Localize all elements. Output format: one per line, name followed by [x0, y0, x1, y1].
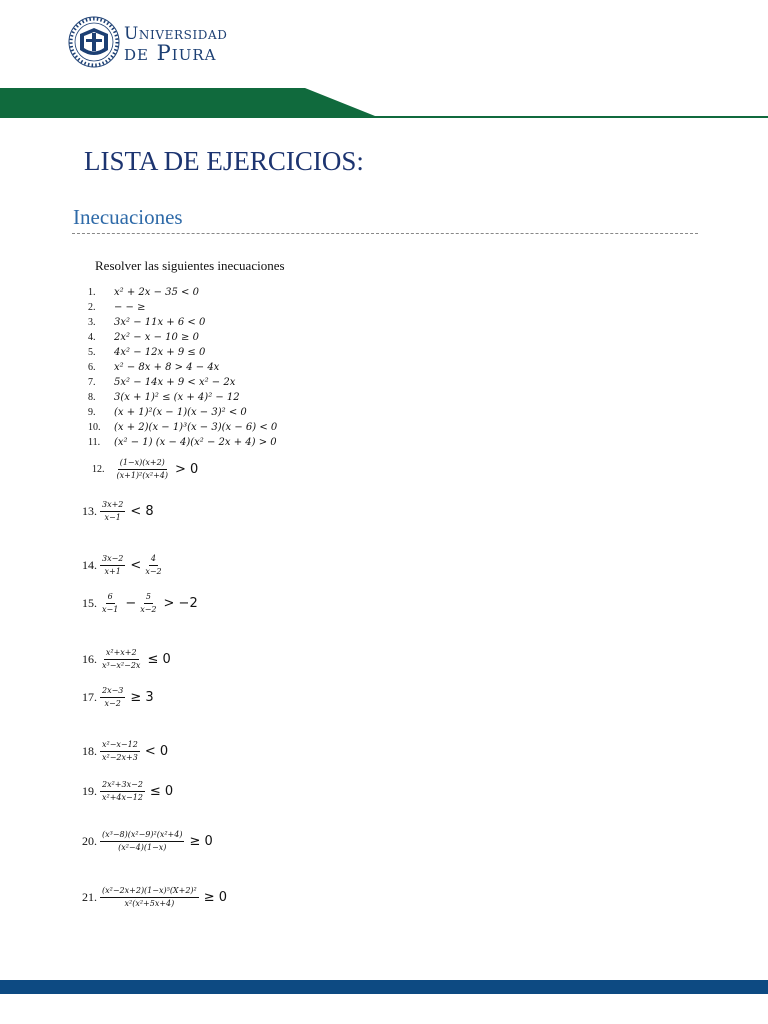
fraction — [100, 592, 120, 615]
operator: − — [125, 596, 137, 611]
university-seal-logo — [68, 14, 120, 74]
fraction — [100, 780, 145, 803]
exercise-11 — [88, 435, 277, 450]
exercise-expression: 4x² − 12x + 9 ≤ 0 — [114, 347, 206, 358]
exercise-number: 13. — [82, 504, 97, 518]
relation: ≤ 0 — [147, 652, 171, 667]
exercise-number: 21. — [82, 890, 97, 904]
fraction-denominator: x−2 — [140, 605, 157, 614]
relation: ≥ 3 — [130, 690, 154, 705]
relation: ≥ 0 — [189, 834, 213, 849]
fraction-denominator: x²(x²+5x+4) — [124, 899, 175, 908]
fraction — [100, 500, 125, 523]
exercise-9 — [88, 405, 277, 420]
exercise-number: 10. — [88, 422, 101, 433]
exercise-2 — [88, 300, 277, 315]
exercise-expression: − − ≥ — [114, 302, 146, 313]
exercise-number: 20. — [82, 834, 97, 848]
exercise-16 — [82, 648, 171, 671]
exercise-expression: 2x² − x − 10 ≥ 0 — [114, 332, 199, 343]
exercise-expression: (x² − 1) (x − 4)(x² − 2x + 4) > 0 — [114, 437, 277, 448]
exercise-number: 14. — [82, 558, 97, 572]
fraction-numerator: 6 — [106, 592, 115, 604]
fraction — [115, 458, 171, 481]
exercise-10 — [88, 420, 277, 435]
relation: > −2 — [163, 596, 198, 611]
instruction-text: Resolver las siguientes inecuaciones — [95, 258, 285, 273]
exercise-number: 11. — [88, 437, 101, 448]
section-divider — [72, 233, 698, 234]
fraction — [100, 648, 142, 671]
fraction-denominator: x−1 — [104, 513, 121, 522]
header-green-band — [0, 88, 380, 118]
exercise-list — [88, 285, 277, 450]
exercise-12 — [92, 458, 198, 481]
exercise-expression: 5x² − 14x + 9 < x² − 2x — [114, 377, 236, 388]
exercise-number: 9. — [88, 407, 96, 418]
university-name — [124, 24, 228, 65]
fraction — [138, 592, 158, 615]
fraction-numerator: (1−x)(x+2) — [118, 458, 167, 470]
exercise-number: 3. — [88, 317, 96, 328]
exercise-19 — [82, 780, 173, 803]
exercise-expression: x² + 2x − 35 < 0 — [114, 287, 199, 298]
fraction-denominator: x³−x²−2x — [102, 661, 141, 670]
exercise-number: 4. — [88, 332, 96, 343]
exercise-1 — [88, 285, 277, 300]
exercise-13 — [82, 500, 154, 523]
relation: < 8 — [130, 504, 154, 519]
exercise-number: 19. — [82, 784, 97, 798]
exercise-number: 15. — [82, 596, 97, 610]
fraction-numerator: 5 — [144, 592, 153, 604]
fraction-numerator: x²+x+2 — [104, 648, 139, 660]
exercise-4 — [88, 330, 277, 345]
exercise-3 — [88, 315, 277, 330]
exercise-number: 17. — [82, 690, 97, 704]
relation: ≤ 0 — [149, 784, 174, 799]
exercise-number: 18. — [82, 744, 97, 758]
fraction-denominator: x−1 — [102, 605, 119, 614]
exercise-number: 1. — [88, 287, 96, 298]
fraction-denominator: x+1 — [104, 567, 121, 576]
fraction-denominator: x−2 — [145, 567, 162, 576]
section-heading: Inecuaciones — [73, 205, 183, 229]
exercise-17 — [82, 686, 154, 709]
relation: < — [130, 558, 142, 573]
relation: > 0 — [175, 462, 199, 477]
fraction-numerator: 2x²+3x−2 — [100, 780, 145, 792]
exercise-20 — [82, 830, 213, 853]
footer-blue-band — [0, 980, 768, 994]
document-title: LISTA DE EJERCICIOS: — [84, 146, 364, 176]
fraction-denominator: x²−2x+3 — [102, 753, 138, 762]
fraction-numerator: 3x−2 — [100, 554, 125, 566]
relation: ≥ 0 — [203, 890, 228, 905]
fraction — [100, 886, 199, 909]
fraction — [100, 554, 125, 577]
exercise-expression: (x + 1)²(x − 1)(x − 3)² < 0 — [114, 407, 247, 418]
exercise-18 — [82, 740, 168, 763]
exercise-number: 8. — [88, 392, 96, 403]
exercise-number: 7. — [88, 377, 96, 388]
exercise-number: 2. — [88, 302, 96, 313]
exercise-7 — [88, 375, 277, 390]
exercise-expression: 3x² − 11x + 6 < 0 — [114, 317, 206, 328]
exercise-expression: (x + 2)(x − 1)³(x − 3)(x − 6) < 0 — [114, 422, 278, 433]
exercise-15 — [82, 592, 198, 615]
fraction-numerator: 4 — [149, 554, 158, 566]
exercise-number: 6. — [88, 362, 96, 373]
fraction-denominator: (x+1)²(x²+4) — [116, 471, 169, 480]
exercise-14 — [82, 554, 166, 577]
header-green-rule — [300, 116, 768, 118]
fraction — [100, 686, 125, 709]
exercise-6 — [88, 360, 277, 375]
exercise-expression: x² − 8x + 8 > 4 − 4x — [114, 362, 220, 373]
fraction — [143, 554, 163, 577]
fraction-numerator: 3x+2 — [100, 500, 125, 512]
exercise-21 — [82, 886, 227, 909]
fraction-numerator: (x³−8)(x²−9)²(x²+4) — [100, 830, 184, 842]
fraction-numerator: 2x−3 — [100, 686, 125, 698]
fraction-denominator: x−2 — [104, 699, 121, 708]
fraction-denominator: x²+4x−12 — [102, 793, 143, 802]
fraction-numerator: (x²−2x+2)(1−x)⁵(X+2)² — [100, 886, 199, 898]
university-name-line2: de Piura — [124, 41, 217, 65]
exercise-number: 16. — [82, 652, 97, 666]
exercise-8 — [88, 390, 277, 405]
relation: < 0 — [144, 744, 169, 759]
exercise-5 — [88, 345, 277, 360]
exercise-number: 12. — [92, 464, 105, 475]
fraction-numerator: x²−x−12 — [100, 740, 140, 752]
exercise-number: 5. — [88, 347, 96, 358]
fraction — [100, 830, 184, 853]
fraction — [100, 740, 140, 763]
exercise-expression: 3(x + 1)² ≤ (x + 4)² − 12 — [114, 392, 240, 403]
university-name-line1: Universidad — [124, 24, 228, 44]
fraction-denominator: (x²−4)(1−x) — [118, 843, 167, 852]
